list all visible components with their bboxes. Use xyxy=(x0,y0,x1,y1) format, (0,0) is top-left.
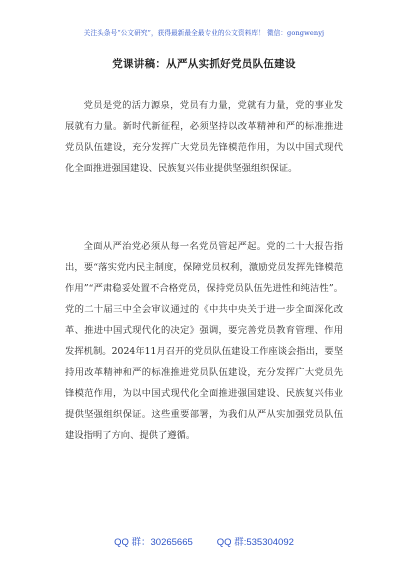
footer-qq-group-1: QQ 群：30265665 xyxy=(114,537,193,548)
document-title: 党课讲稿：从严从实抓好党员队伍建设 xyxy=(112,58,296,70)
footer-qq-group-2: QQ 群:535304092 xyxy=(216,537,294,548)
body-paragraph-2: 全面从严治党必须从每一名党员管起严起。党的二十大报告指出，要“落实党内民主制度，保障党员权利，激励党员发挥先锋模范作用”“严肃稳妥处置不合格党员，保持党员队伍先进性和纯洁性”。党的二十届三中全会审议通过的《中共中央关于进一步全面深化改革、推进中国式现代化的决定》强调，要完善党员教育管理、作用发挥机制。2024年11月召开的党员队伍建设工作座谈会指出，要坚持用改革精神和严的标准推进党员队伍建设，充分发挥广大党员先锋模范作用，为以中国式现代化全面推进强国建设、民族复兴伟业提供坚强组织保证。这些重要部署，为我们从严从实加强党员队伍建设指明了方向、提供了遵循。 xyxy=(65,241,343,441)
footer-contact xyxy=(0,534,408,548)
body-paragraph-1: 党员是党的活力源泉，党员有力量，党就有力量，党的事业发展就有力量。新时代新征程，必须坚持以改革精神和严的标准推进党员队伍建设，充分发挥广大党员先锋模范作用，为以中国式现代化全面推进强国建设、民族复兴伟业提供坚强组织保证。 xyxy=(65,100,343,174)
header-promo-banner: 关注头条号“公文研究”，获得最新最全最专业的公文资料库！ 微信：gongwenyj xyxy=(83,29,325,37)
